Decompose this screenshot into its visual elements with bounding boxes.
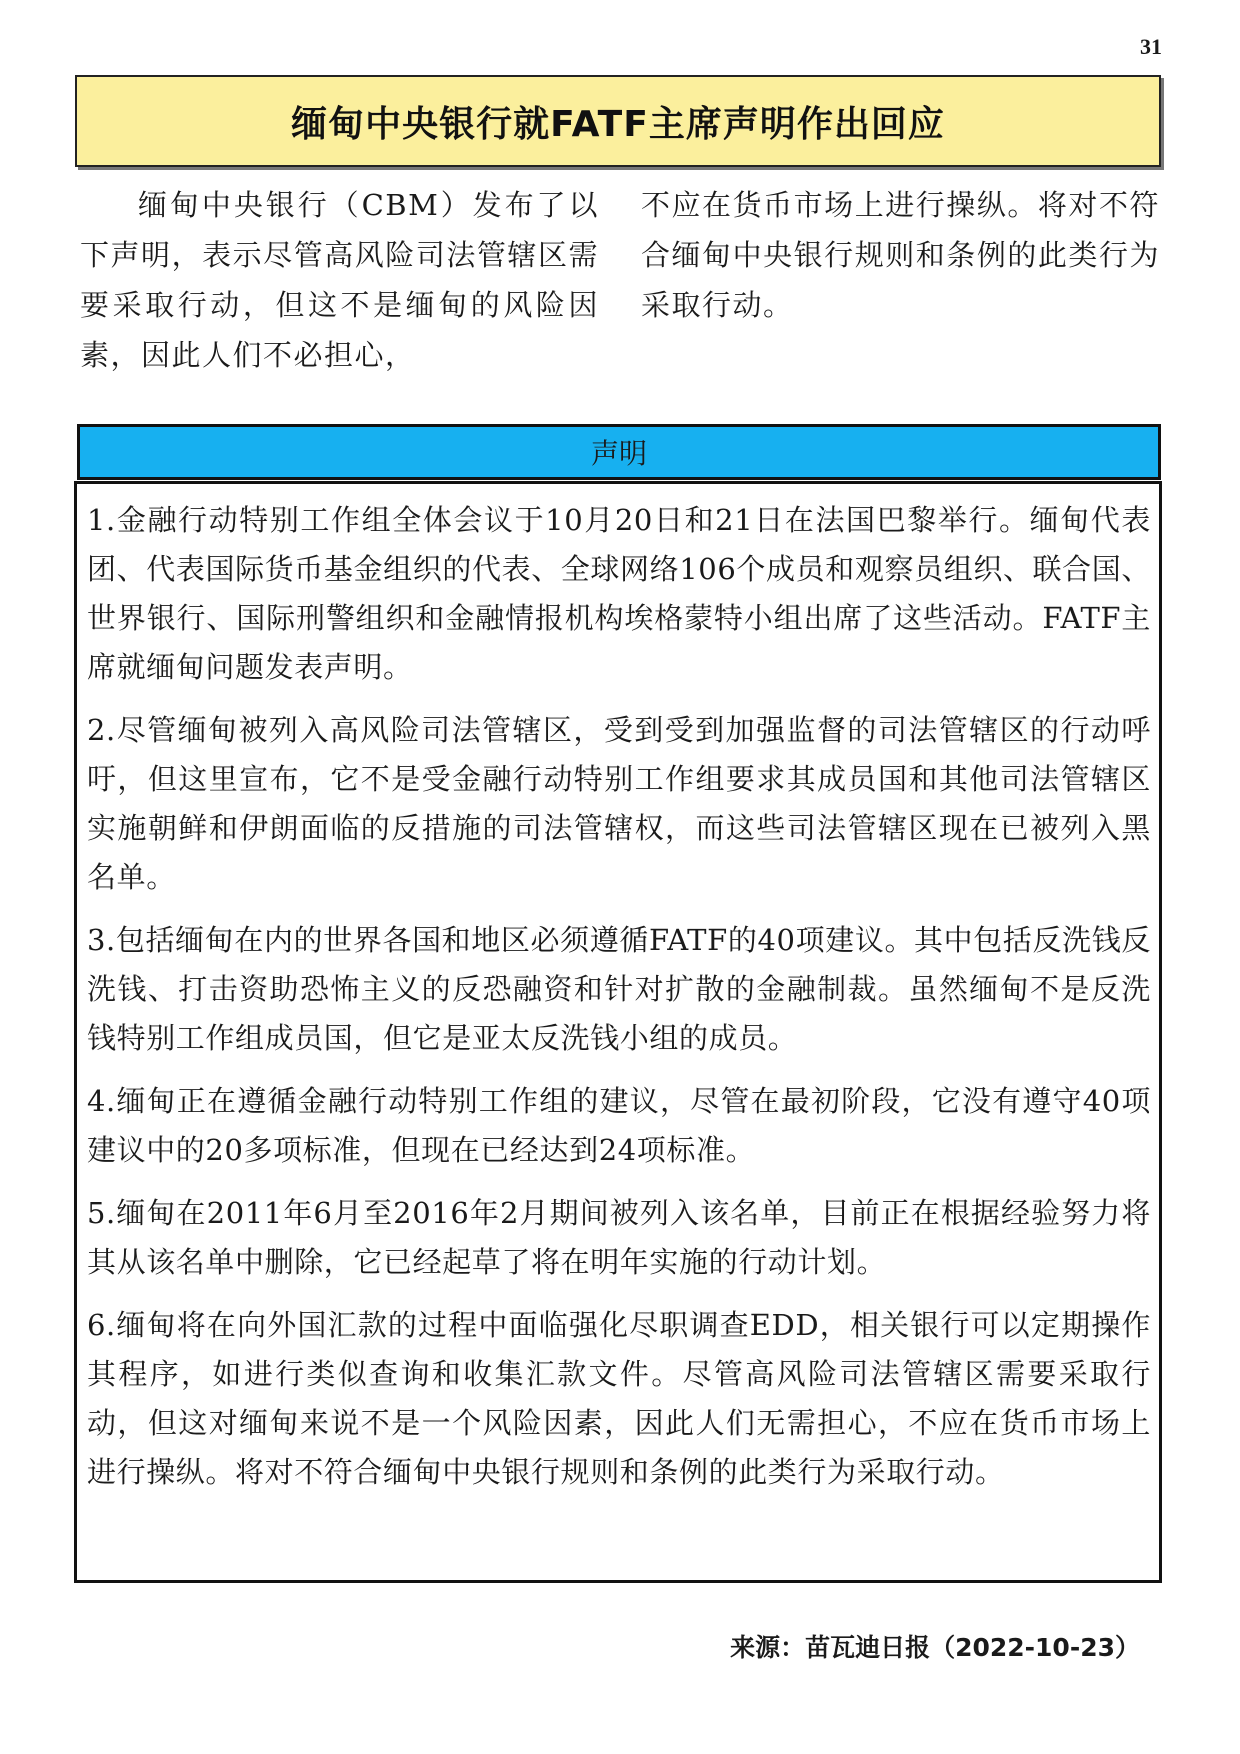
statement-paragraph-5: 5.缅甸在2011年6月至2016年2月期间被列入该名单，目前正在根据经验努力将其从该名单中删除，它已经起草了将在明年实施的行动计划。 (87, 1196, 1151, 1279)
page-title: 缅甸中央银行就FATF主席声明作出回应 (291, 103, 945, 145)
source-citation: 来源：苗瓦迪日报（2022-10-23） (730, 1633, 1140, 1662)
intro-column-right: 不应在货币市场上进行操纵。将对不符合缅甸中央银行规则和条例的此类行为采取行动。 (641, 188, 1160, 322)
statement-header: 声明 (77, 424, 1161, 480)
statement-body (74, 481, 1162, 1583)
intro-section (80, 180, 1160, 380)
statement-paragraph-2: 2.尽管缅甸被列入高风险司法管辖区，受到受到加强监督的司法管辖区的行动呼吁，但这里宣布，它不是受金融行动特别工作组要求其成员国和其他司法管辖区实施朝鲜和伊朗面临的反措施的司法管辖权，而这些司法管辖区现在已被列入黑名单。 (87, 713, 1151, 894)
statement-paragraph-3: 3.包括缅甸在内的世界各国和地区必须遵循FATF的40项建议。其中包括反洗钱反洗钱、打击资助恐怖主义的反恐融资和针对扩散的金融制裁。虽然缅甸不是反洗钱特别工作组成员国，但它是亚太反洗钱小组的成员。 (87, 923, 1151, 1055)
statement-paragraph-4: 4.缅甸正在遵循金融行动特别工作组的建议，尽管在最初阶段，它没有遵守40项建议中的20多项标准，但现在已经达到24项标准。 (87, 1084, 1151, 1167)
page-number: 31 (1140, 34, 1162, 59)
intro-column-left: 缅甸中央银行（CBM）发布了以下声明，表示尽管高风险司法管辖区需要采取行动，但这不是缅甸的风险因素，因此人们不必担心， (80, 188, 599, 372)
statement-paragraph-6: 6.缅甸将在向外国汇款的过程中面临强化尽职调查EDD，相关银行可以定期操作其程序，如进行类似查询和收集汇款文件。尽管高风险司法管辖区需要采取行动，但这对缅甸来说不是一个风险因素，因此人们无需担心，不应在货币市场上进行操纵。将对不符合缅甸中央银行规则和条例的此类行为采取行动。 (87, 1308, 1151, 1489)
title-banner (75, 75, 1161, 167)
statement-paragraph-1: 1.金融行动特别工作组全体会议于10月20日和21日在法国巴黎举行。缅甸代表团、代表国际货币基金组织的代表、全球网络106个成员和观察员组织、联合国、世界银行、国际刑警组织和金融情报机构埃格蒙特小组出席了这些活动。FATF主席就缅甸问题发表声明。 (87, 503, 1151, 684)
